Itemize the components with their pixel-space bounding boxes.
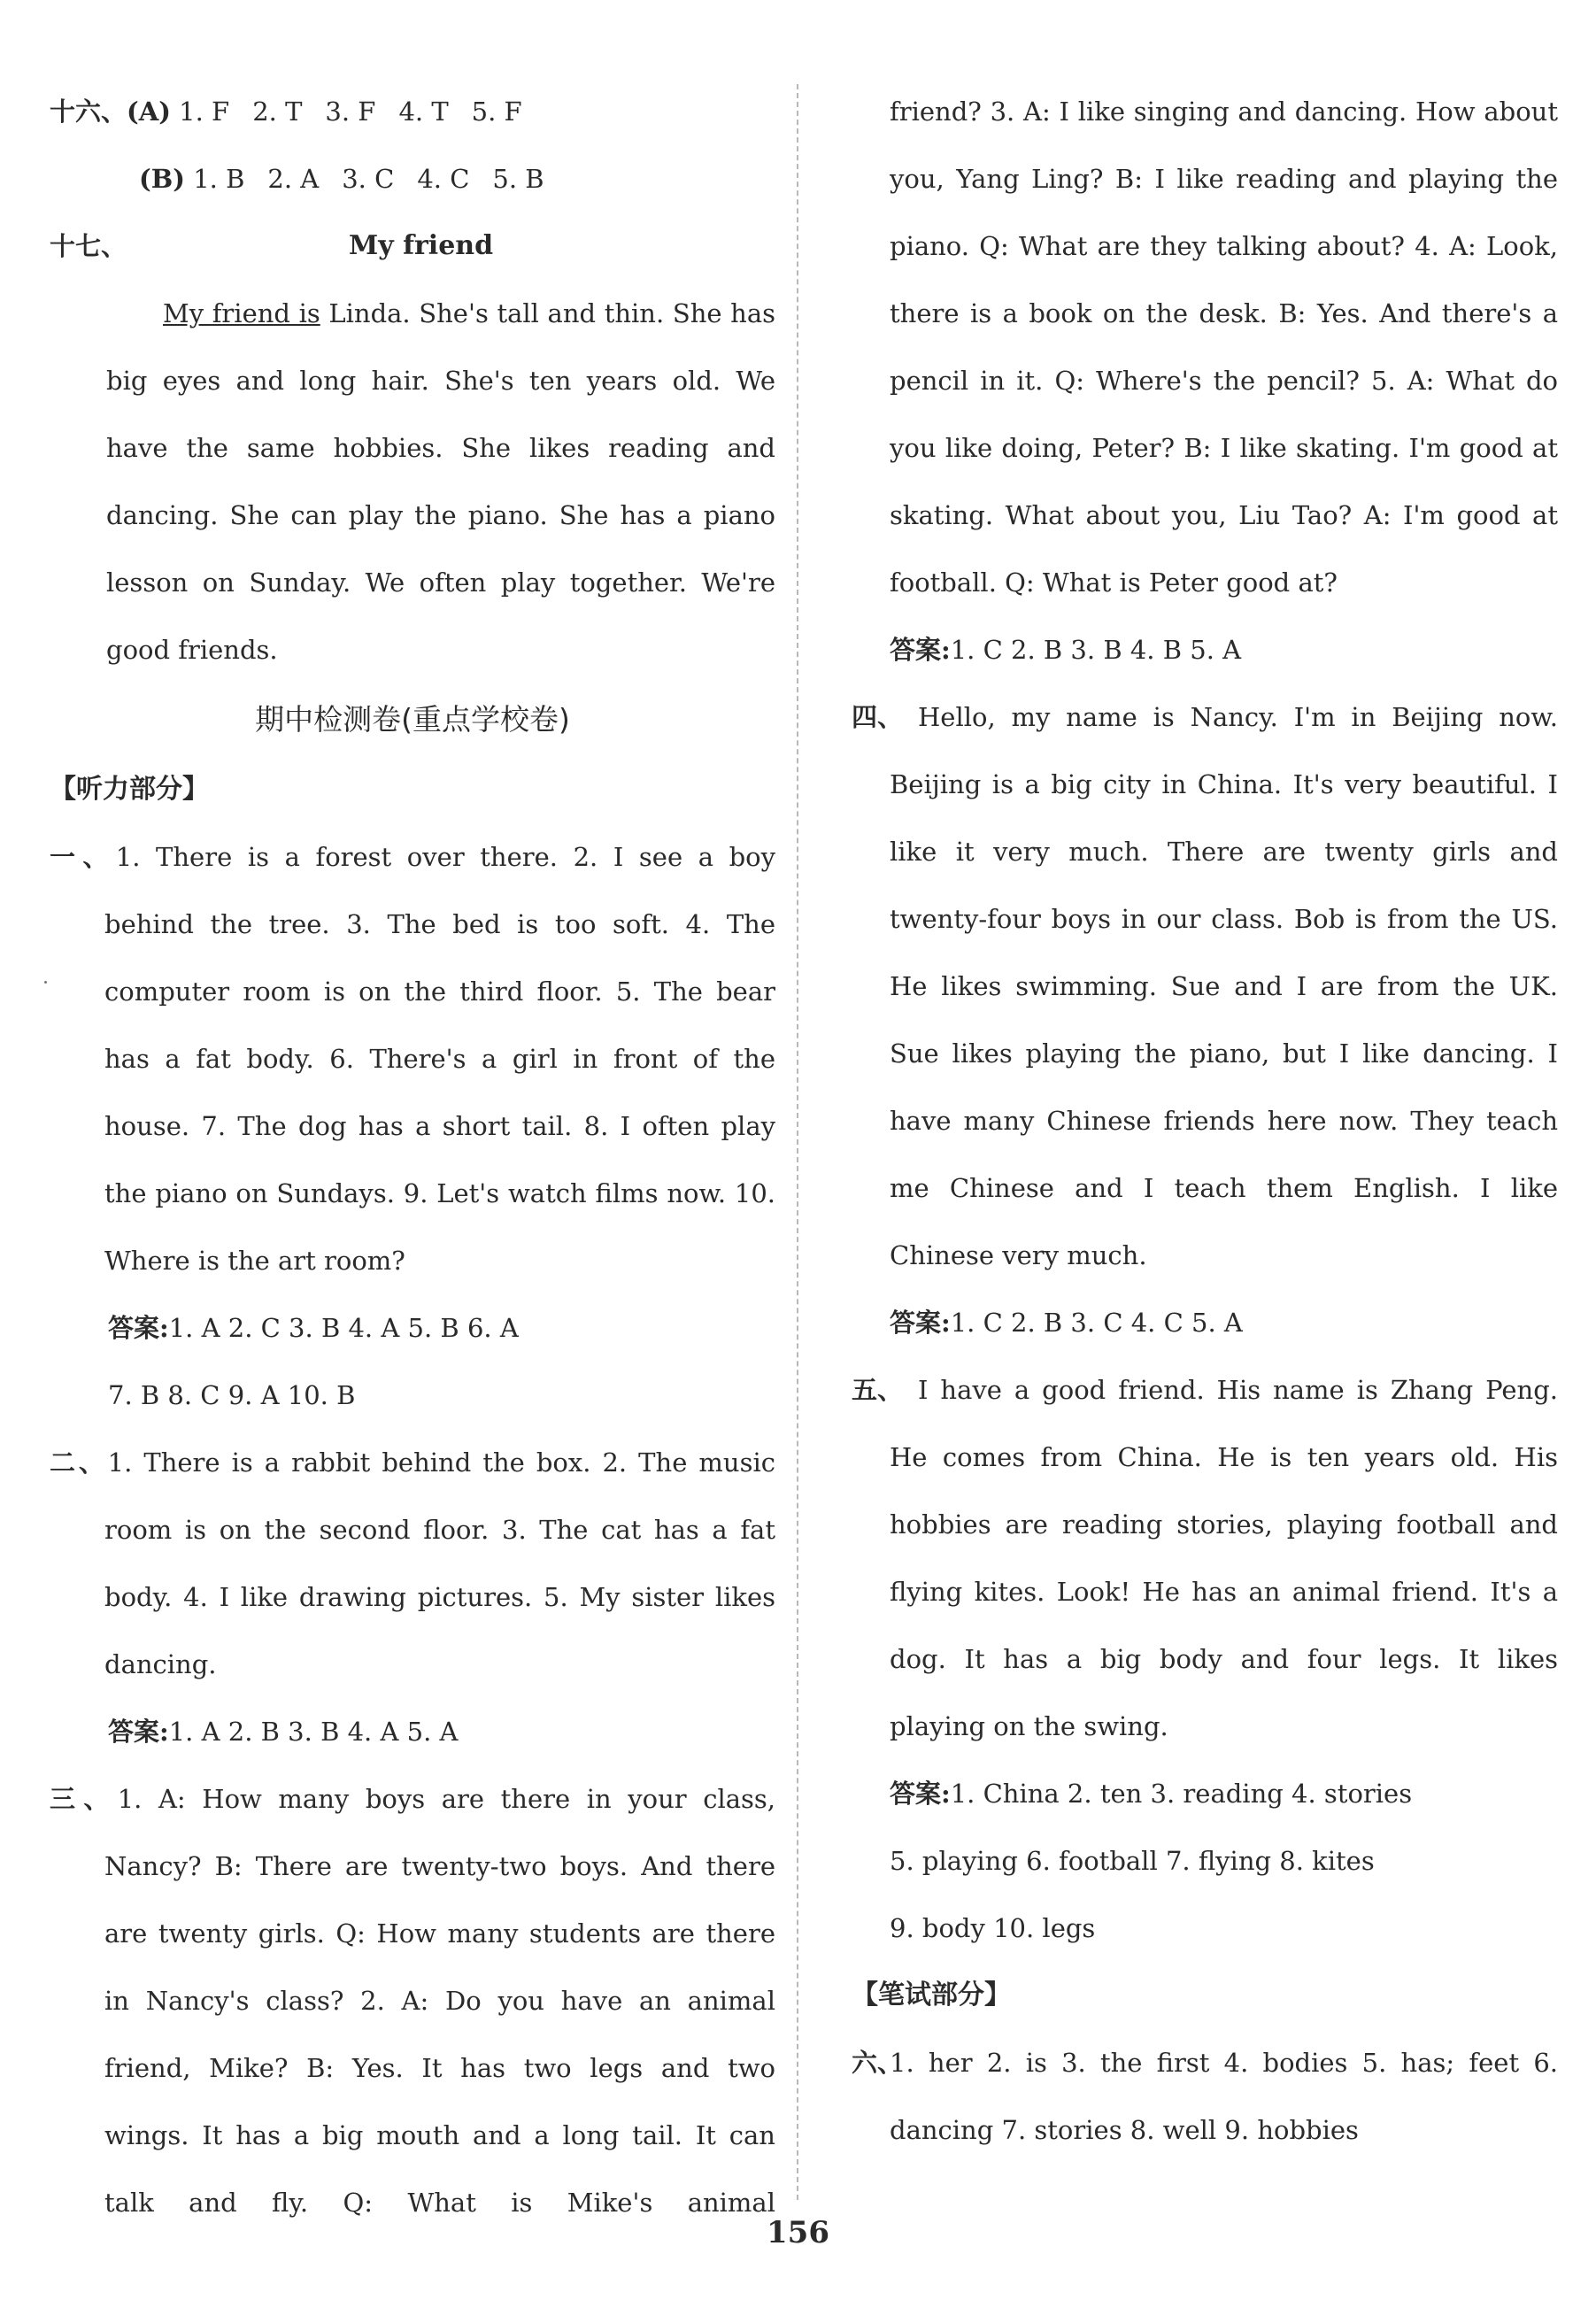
question-1-answers-2: 7. B 8. C 9. A 10. B	[108, 1380, 356, 1410]
question-1-answers: 答案:1. A 2. C 3. B 4. A 5. B 6. A	[108, 1313, 519, 1343]
listening-heading: 【听力部分】	[50, 774, 209, 805]
question-5: 五、 I have a good friend. His name is Zhang Peng. He comes from China. He is ten years old. His hobbies are reading stories, playing football and flying kites. Look! He has an animal friend. It's a dog. It has a big body and four legs. It likes playing on the swing.	[852, 1375, 1558, 1741]
essay-text: My friend is Linda. She's tall and thin. She has big eyes and long hair. She's ten years old. We have the same hobbies. She likes reading and dancing. She can play the piano. She has a piano lesson on Sunday. We often play together. We're good friends.	[106, 298, 775, 665]
section-16a: 十六、(A) 1. F 2. T 3. F 4. T 5. F	[50, 96, 522, 127]
scan-speck	[44, 981, 47, 984]
question-1: 一、1. There is a forest over there. 2. I see a boy behind the tree. 3. The bed is too soft. 4. The computer room is on the third floor. 5. The bear has a fat body. 6. There's a girl in front of the house. 7. The dog has a short tail. 8. I often play the piano on Sundays. 9. Let's watch films now. 10. Where is the art room?	[50, 842, 775, 1276]
exam-title: 期中检测卷(重点学校卷)	[255, 702, 570, 737]
writing-heading: 【笔试部分】	[852, 1980, 1011, 2011]
question-5-answers-2: 5. playing 6. football 7. flying 8. kites	[890, 1846, 1375, 1876]
section-16b: (B) 1. B 2. A 3. C 4. C 5. B	[139, 164, 544, 194]
question-3-continued: friend? 3. A: I like singing and dancing. How about you, Yang Ling? B: I like reading and playing the piano. Q: What are they talking about? 4. A: Look, there is a book on the desk. B: Yes. And there's a pencil in it. Q: Where's the pencil? 5. A: What do you like doing, Peter? B: I like skating. I'm good at skating. What about you, Liu Tao? A: I'm good at football. Q: What is Peter good at?	[890, 96, 1558, 598]
column-divider	[797, 84, 798, 2200]
question-5-answers-3: 9. body 10. legs	[890, 1913, 1096, 1943]
question-4-answers: 答案:1. C 2. B 3. C 4. C 5. A	[890, 1308, 1243, 1338]
section-16a-answers: 1. F	[179, 96, 230, 127]
question-5-answers: 答案:1. China 2. ten 3. reading 4. stories	[890, 1779, 1413, 1809]
question-2-answers: 答案:1. A 2. B 3. B 4. A 5. A	[108, 1717, 459, 1747]
question-6: 六、1. her 2. is 3. the first 4. bodies 5. has; feet 6. dancing 7. stories 8. well 9. hobbies	[852, 2048, 1558, 2145]
question-3-answers: 答案:1. C 2. B 3. B 4. B 5. A	[890, 635, 1242, 665]
essay-title: My friend	[349, 230, 494, 261]
question-3: 三、1. A: How many boys are there in your class, Nancy? B: There are twenty-two boys. And there are twenty girls. Q: How many students are there in Nancy's class? 2. A: Do you have an animal friend, Mike? B: Yes. It has two legs and two wings. It has a big mouth and a long tail. It can talk and fly. Q: What is Mike's animal	[50, 1784, 775, 2218]
page-number: 156	[767, 2215, 829, 2250]
left-column	[50, 78, 775, 2236]
section-17-header: 十七、 My friend	[50, 212, 775, 280]
question-2: 二、1. There is a rabbit behind the box. 2. The music room is on the second floor. 3. The cat has a fat body. 4. I like drawing pictures. 5. My sister likes dancing.	[50, 1447, 775, 1679]
question-4: 四、 Hello, my name is Nancy. I'm in Beijing now. Beijing is a big city in China. It's very beautiful. I like it very much. There are twenty girls and twenty-four boys in our class. Bob is from the US. He likes swimming. Sue and I are from the UK. Sue likes playing the piano, but I like dancing. I have many Chinese friends here now. They teach me Chinese and I teach them English. I like Chinese very much.	[852, 702, 1558, 1270]
right-column	[852, 78, 1558, 2164]
